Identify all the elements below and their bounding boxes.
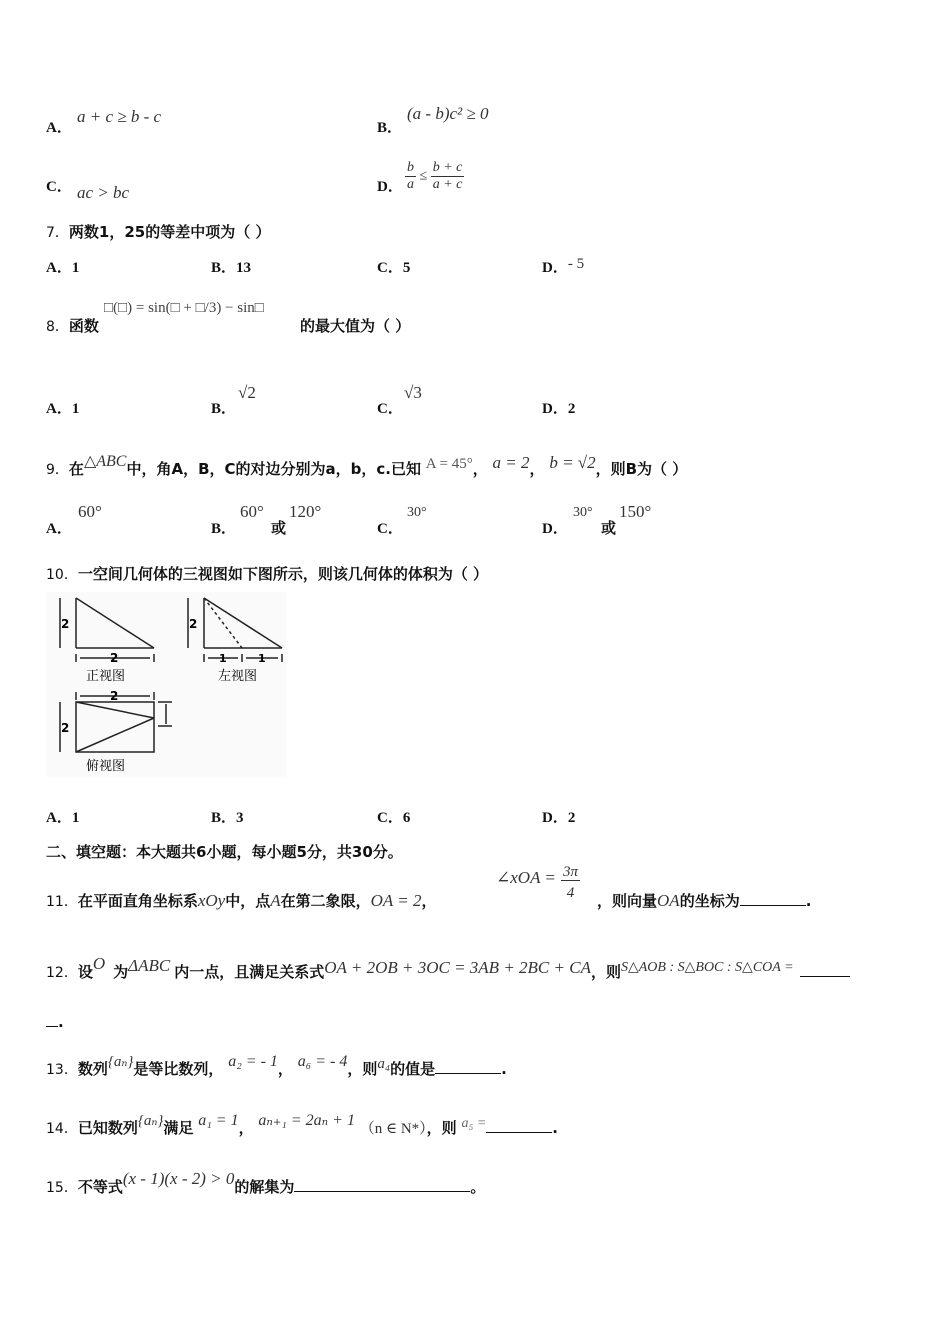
q9-option-d-value2: 150° [619, 502, 652, 521]
q9-option-a-label: A． [46, 521, 72, 537]
q6-option-a-expr: a + c ≥ b - c [77, 107, 162, 126]
q8-formula: □(□) = sin(□ + □/3) − sin□ [104, 300, 264, 316]
left-view-label: 左视图 [218, 669, 258, 684]
q6-option-d-expr: $\frac{b}{a}$ ≤ $\frac{b + c}{a + c}$ [407, 160, 463, 192]
q9-option-b-value2: 120° [289, 502, 322, 521]
q7-option-c: C．5 [377, 260, 411, 276]
section-2-title: 二、填空题：本大题共6小题，每小题5分，共30分。 [46, 843, 403, 861]
q10-option-c: C．6 [377, 810, 411, 826]
q8-option-b-label: B． [211, 401, 237, 417]
q8-option-c-label: C． [377, 401, 403, 417]
q9-option-d-value1: 30° [573, 505, 593, 520]
q8-suffix: 的最大值为（ ） [300, 317, 411, 335]
q6-option-b-label: B． [377, 120, 403, 136]
question-12: 12．设O 为ΔABC 内一点，且满足关系式OA + 2OB + 3OC = 3AB + 2BC + CA，则S△AOB : S△BOC : S△COA = [46, 961, 850, 982]
top-view-label: 俯视图 [86, 759, 126, 774]
question-11-tail: ，则向量OA的坐标为 . [597, 891, 812, 910]
front-view-label: 正视图 [86, 669, 126, 684]
top-height-dim: 2 [61, 721, 70, 735]
q9-option-b-label: B． [211, 521, 237, 537]
question-11: 11．在平面直角坐标系xOy中，点A在第二象限，OA = 2， [46, 891, 437, 910]
q8-option-a: A．1 [46, 401, 80, 417]
left-view [188, 598, 282, 662]
three-view-figure [46, 592, 286, 777]
q10-option-a: A．1 [46, 810, 80, 826]
q9-option-d-label: D． [542, 521, 568, 537]
q6-option-a-label: A． [46, 120, 72, 136]
q9-option-c-value: 30° [407, 505, 427, 520]
q7-option-a: A．1 [46, 260, 80, 276]
q9-option-d-or: 或 [601, 519, 617, 537]
q11-answer-blank [740, 891, 806, 906]
q6-option-c-expr: ac > bc [77, 183, 130, 202]
q10-option-d: D．2 [542, 810, 576, 826]
left-width-dim-1: 1 [219, 652, 227, 665]
q12-answer-continued: . [46, 1012, 64, 1031]
q8-option-c-value: √3 [404, 383, 422, 402]
q9-option-b-or: 或 [271, 519, 287, 537]
question-15: 15．不等式(x - 1)(x - 2) > 0的解集为 。 [46, 1169, 486, 1196]
q15-answer-blank [294, 1177, 470, 1192]
question-9: 9．在△ABC中，角A，B，C的对边分别为a，b，c.已知 A = 45°， a = 2， b = √2，则B为（ ） [46, 453, 688, 478]
q9-option-a-value: 60° [78, 502, 102, 521]
q13-answer-blank [435, 1059, 501, 1074]
q11-angle: ∠xOA = $\frac{3\pi}{4}$ [496, 864, 578, 901]
question-8-number: 8．函数 [46, 317, 99, 335]
question-13: 13．数列{aₙ}是等比数列， a₂ = - 1， a₆ = - 4，则a₄的值是 . [46, 1053, 507, 1078]
q6-option-c-label: C． [46, 179, 72, 195]
question-7: 7．两数1，25的等差中项为（ ） [46, 223, 271, 241]
q9-option-b-value1: 60° [240, 502, 264, 521]
q10-option-b: B．3 [211, 810, 244, 826]
top-width-dim: 2 [110, 689, 119, 703]
question-14: 14．已知数列{aₙ}满足 a₁ = 1， aₙ₊₁ = 2aₙ + 1 （n ∈ N*），则 a₅ = . [46, 1112, 558, 1137]
left-height-dim: 2 [189, 617, 198, 631]
q6-option-b-expr: (a - b)c² ≥ 0 [407, 104, 489, 123]
q8-option-d: D．2 [542, 401, 576, 417]
left-width-dim-2: 1 [258, 652, 266, 665]
q9-option-c-label: C． [377, 521, 403, 537]
q7-option-d: D．- 5 [542, 256, 585, 276]
front-height-dim: 2 [61, 617, 70, 631]
q8-option-b-value: √2 [238, 383, 256, 402]
q6-option-d-label: D． [377, 179, 403, 195]
q7-option-b: B．13 [211, 260, 252, 276]
front-view [60, 598, 154, 662]
question-10: 10．一空间几何体的三视图如下图所示，则该几何体的体积为（ ） [46, 565, 489, 583]
front-width-dim: 2 [110, 651, 119, 665]
q14-answer-blank [486, 1118, 552, 1133]
q12-answer-blank [800, 962, 850, 977]
